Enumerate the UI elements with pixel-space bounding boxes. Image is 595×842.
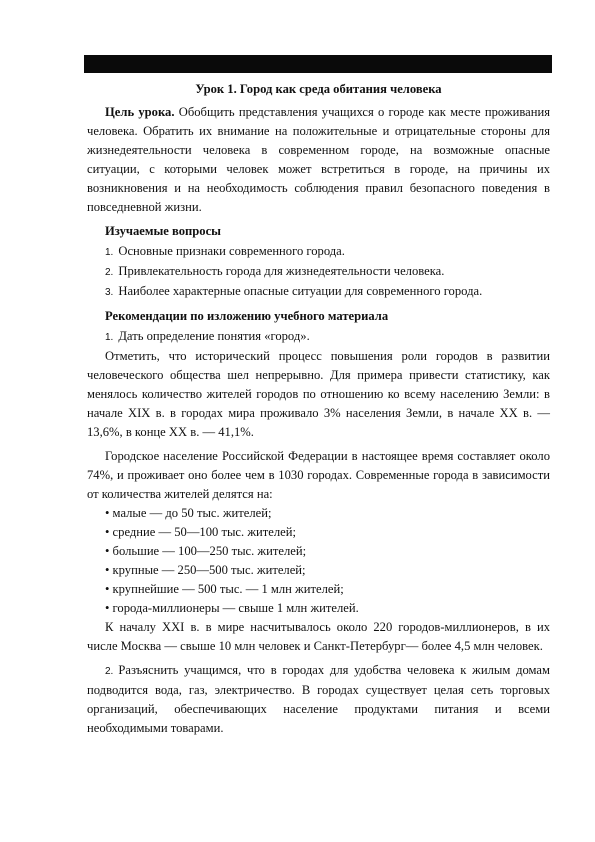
list-item: • малые — до 50 тыс. жителей; (105, 506, 272, 520)
list-item: • города-миллионеры — свыше 1 млн жителей. (105, 601, 359, 615)
paragraph-history: Отметить, что исторический процесс повышения роли городов в развитии человеческого общества шел непрерывно. Для примера привести статистику, как менялось количество жителей городов по отношению ко всему населению Земли: в начале XIX в. в городах мира проживало 3% населения Земли, в начале XX в. — 13,6%, в конце XX в. — 41,1%. (87, 349, 550, 439)
list-item: • крупнейшие — 500 тыс. — 1 млн жителей; (105, 582, 344, 596)
item-text: Наиболее характерные опасные ситуации для современного города. (118, 284, 483, 298)
step-text: Дать определение понятия «город». (118, 329, 310, 343)
item-number: 2. (105, 267, 114, 278)
step-2 (87, 661, 550, 738)
item-number: 1. (105, 247, 114, 258)
goal-text: Обобщить представления учащихся о городе как месте проживания человека. Обратить их внимание на положительные и отрицательные стороны для жизнедеятельности человека в современном городе, на возможные опасные ситуации, с которыми человек может встретиться в городе, на причины их возникновения и на необходимость соблюдения правил безопасного поведения в повседневной жизни. (87, 105, 550, 214)
top-black-bar (84, 55, 552, 73)
question-item (87, 242, 550, 262)
list-item: • средние — 50—100 тыс. жителей; (105, 525, 296, 539)
lesson-goal (87, 103, 550, 217)
paragraph-millionaires: К началу XXI в. в мире насчитывалось около 220 городов-миллионеров, в их числе Москва — свыше 10 млн человек и Санкт-Петербург— более 4,5 млн человек. (87, 620, 550, 653)
recommendations-heading: Рекомендации по изложению учебного материала (105, 309, 389, 323)
step-number: 2. (105, 666, 114, 677)
list-item: • большие — 100—250 тыс. жителей; (105, 544, 307, 558)
item-text: Основные признаки современного города. (118, 244, 345, 258)
list-item: • крупные — 250—500 тыс. жителей; (105, 563, 306, 577)
document-body (87, 80, 550, 738)
step-text: Разъяснить учащимся, что в городах для удобства человека к жилым домам подводится вода, газ, электричество. В городах существует целая сеть торговых организаций, обеспечивающих население продуктами питания и всеми необходимыми товарами. (87, 663, 550, 735)
item-number: 3. (105, 287, 114, 298)
goal-label: Цель урока. (105, 105, 175, 119)
question-item (87, 282, 550, 302)
lesson-title: Урок 1. Город как среда обитания человека (195, 82, 442, 96)
step-number: 1. (105, 332, 114, 343)
question-item (87, 262, 550, 282)
step-1 (87, 327, 550, 347)
questions-heading: Изучаемые вопросы (105, 224, 222, 238)
item-text: Привлекательность города для жизнедеятельности человека. (118, 264, 445, 278)
paragraph-population: Городское население Российской Федерации в настоящее время составляет около 74%, и проживает оно более чем в 1030 городах. Современные города в зависимости от количества жителей делятся на: (87, 449, 550, 501)
